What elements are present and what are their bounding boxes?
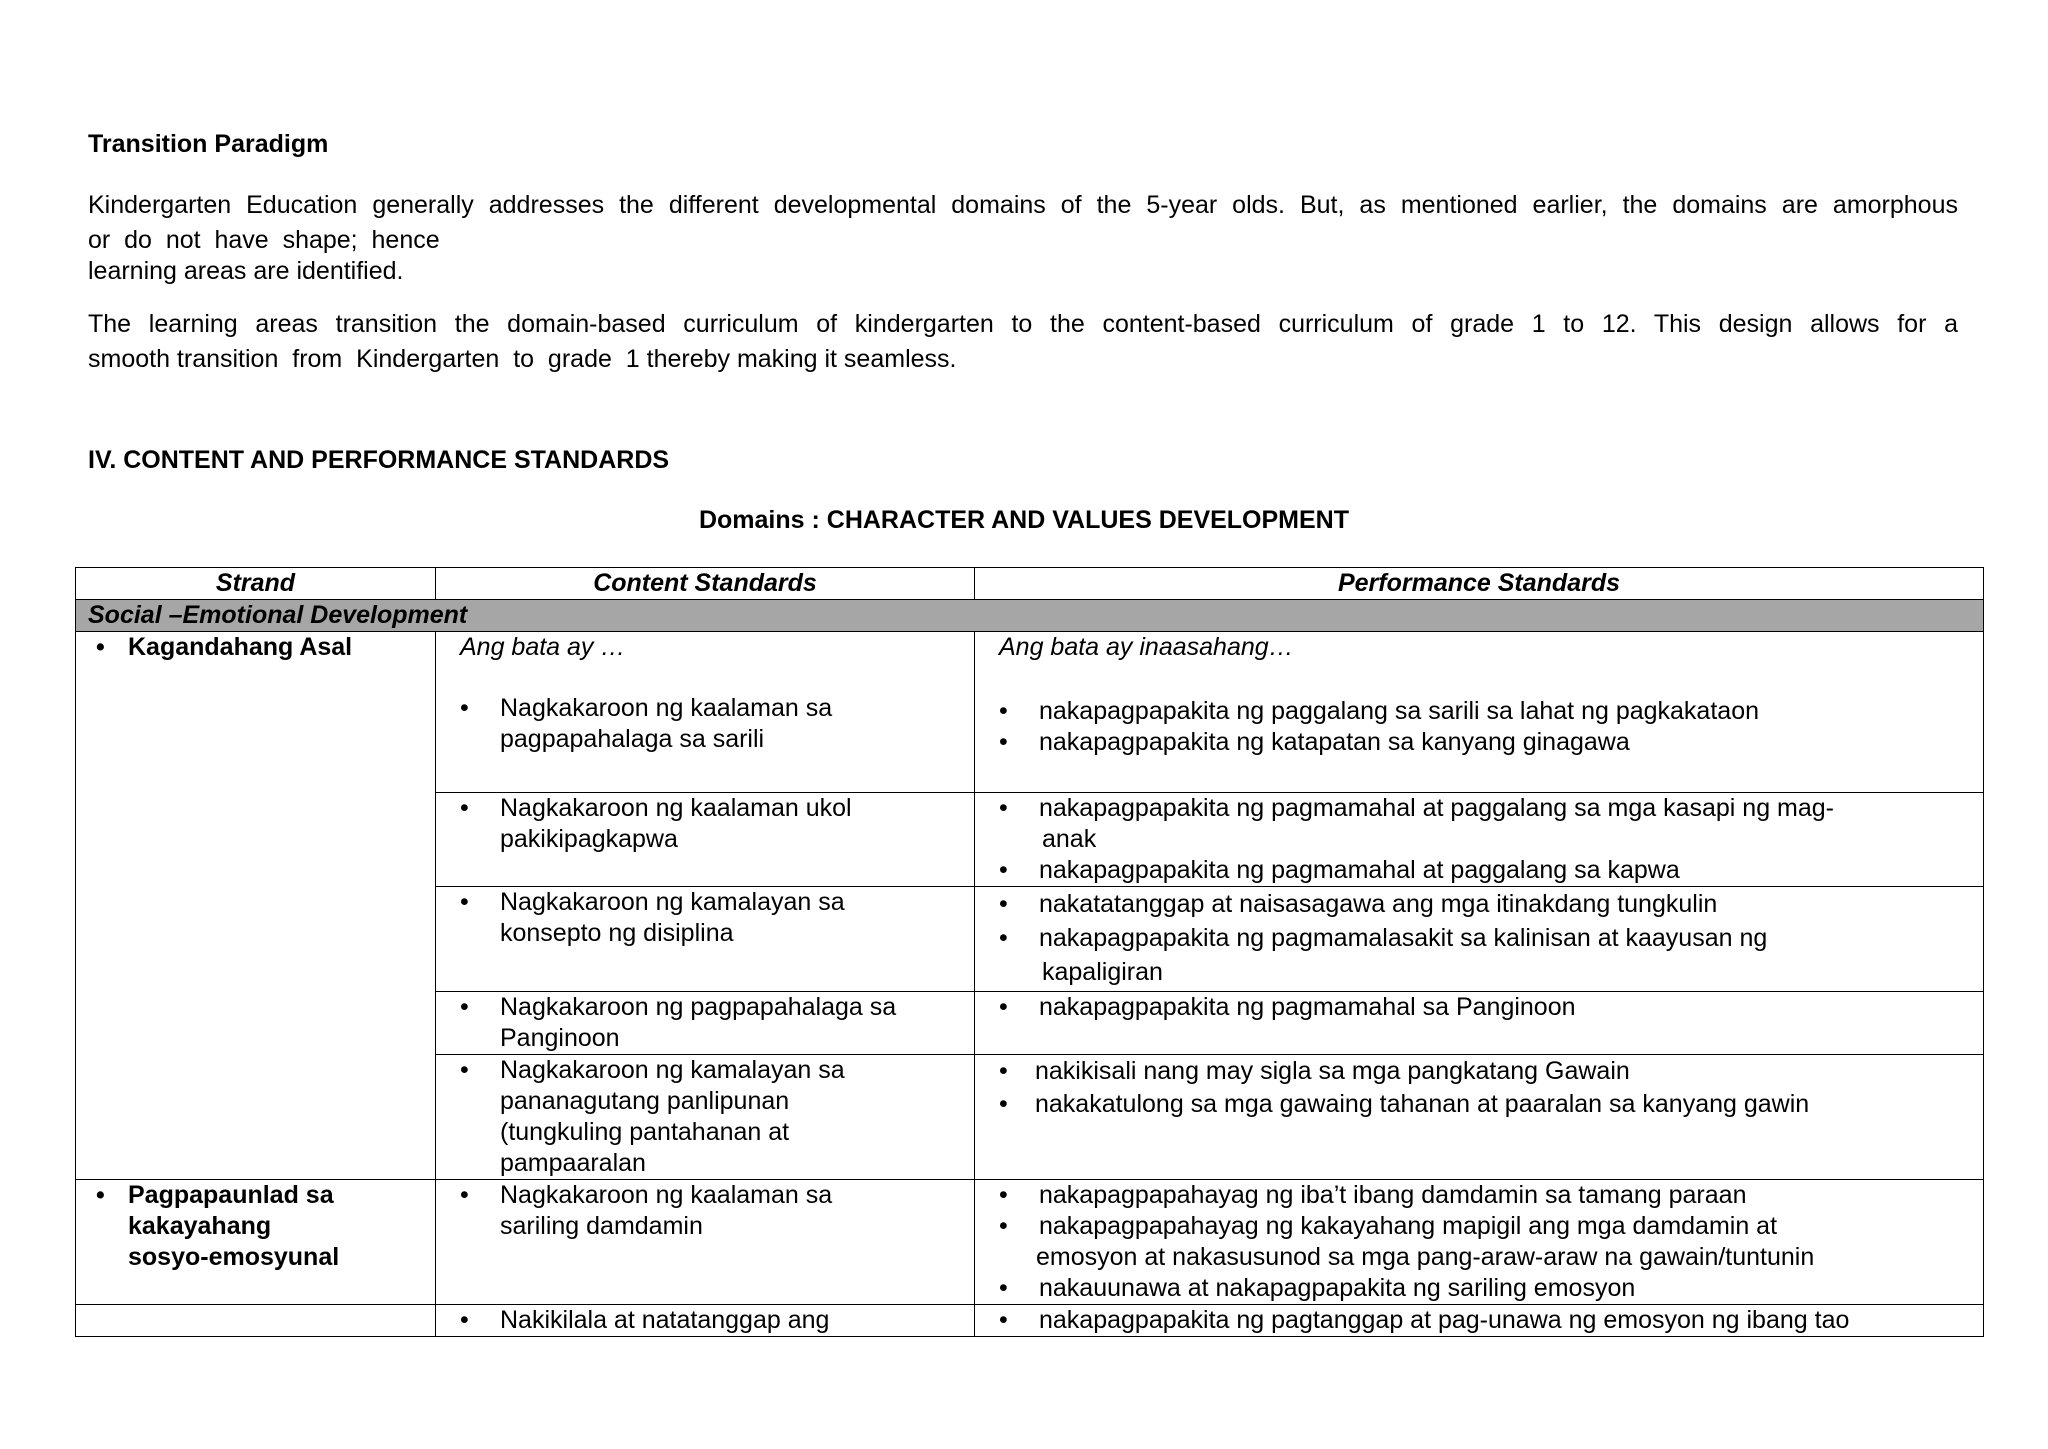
list-item: • nakapagpapakita ng pagmamahal at paggalang sa kapwa [999,856,1680,884]
list-item: • nakapagpapahayag ng kakayahang mapigil ang mga damdamin at emosyon at nakasusunod sa mga pang-araw-araw na gawain/tuntunin [999,1212,1815,1271]
content-cell [436,887,975,992]
list-item: • Nagkakaroon ng kaalaman sa sariling damdamin [460,1181,833,1240]
list-item: • Nakikilala at natatanggap ang [460,1306,830,1334]
performance-cell [975,887,1984,992]
list-item: • nakapagpapakita ng pagtanggap at pag-unawa ng emosyon ng ibang tao [999,1306,1850,1334]
content-cell [436,632,975,793]
list-item: • nakapagpapakita ng pagmamahal at paggalang sa mga kasapi ng mag- anak [999,794,1834,853]
list-item: • nakakatulong sa mga gawaing tahanan at paaralan sa kanyang gawin [987,1088,1971,1121]
section-heading: IV. CONTENT AND PERFORMANCE STANDARDS [88,446,670,474]
strand-cell [76,632,436,1180]
standards-table [75,567,1984,1337]
list-item: • nakapagpapakita ng paggalang sa sarili sa lahat ng pagkakataon [999,697,1759,725]
bullet-icon: • [999,1306,1008,1334]
strand-label: Kagandahang Asal [128,633,353,661]
list-item: • Nagkakaroon ng kaalaman sa pagpapahalaga sa sarili [460,694,833,753]
header-performance-standards: Performance Standards [975,568,1984,600]
performance-cell [975,1180,1984,1305]
bullet-icon: • [460,1056,469,1084]
table-row [76,632,1984,793]
list-item: • nakauunawa at nakapagpapakita ng sariling emosyon [999,1274,1636,1302]
transition-para2-line1: The learning areas transition the domain-based curriculum of kindergarten to the content-based curriculum of grade 1 to 12. This design allows for a [88,310,1958,338]
performance-cell [975,1305,1984,1337]
strand-label: Pagpapaunlad sa kakayahang sosyo-emosyunal [128,1181,340,1271]
performance-cell [975,632,1984,793]
bullet-icon: • [999,1181,1008,1209]
bullet-icon: • [460,888,469,916]
list-item: • nakapagpapakita ng pagmamalasakit sa kalinisan at kaayusan ng kapaligiran [987,921,1971,989]
performance-lead: Ang bata ay inaasahang… [999,633,1294,661]
transition-para1-line1: Kindergarten Education generally addresses the different developmental domains of the 5-year olds. But, as mentioned earlier, the domains are amorphous [88,191,1958,219]
domain-title: Domains : CHARACTER AND VALUES DEVELOPMENT [698,506,1350,534]
content-lead: Ang bata ay … [460,633,626,661]
bullet-icon: • [999,1090,1008,1118]
list-item: • nakapagpapahayag ng iba’t ibang damdamin sa tamang paraan [999,1181,1747,1209]
strand-item [96,1180,423,1273]
list-item: • Nagkakaroon ng kaalaman ukol pakikipagkapwa [460,794,852,853]
content-cell [436,793,975,887]
performance-cell [975,793,1984,887]
list-item: • nakapagpapakita ng pagmamahal sa Panginoon [999,993,1576,1021]
transition-para1-line2: or do not have shape; hence [88,226,440,254]
bullet-icon: • [460,694,469,722]
content-cell [436,992,975,1055]
bullet-icon: • [460,993,469,1021]
performance-cell [975,992,1984,1055]
bullet-icon: • [999,856,1008,884]
table-row [76,1305,1984,1337]
bullet-icon: • [999,1212,1008,1240]
bullet-icon: • [999,697,1008,725]
bullet-icon: • [999,1057,1008,1085]
list-item: • Nagkakaroon ng kamalayan sa pananagutang panlipunan (tungkuling pantahanan at pampaaralan [460,1056,845,1177]
transition-para2-line2: smooth transition from Kindergarten to grade 1 thereby making it seamless. [88,345,957,373]
list-item: • nakapagpapakita ng katapatan sa kanyang ginagawa [999,728,1630,756]
content-cell [436,1180,975,1305]
bullet-icon: • [999,728,1008,756]
list-item: • nakikisali nang may sigla sa mga pangkatang Gawain [987,1055,1971,1088]
bullet-icon: • [460,1306,469,1334]
strand-cell [76,1180,436,1305]
transition-heading: Transition Paradigm [88,130,329,158]
bullet-icon: • [96,633,105,661]
content-cell [436,1055,975,1180]
section-row [76,600,1984,632]
list-item: • nakatatanggap at naisasagawa ang mga itinakdang tungkulin [987,887,1971,921]
bullet-icon: • [999,993,1008,1021]
bullet-icon: • [999,794,1008,822]
bullet-icon: • [96,1181,105,1209]
table-header-row [76,568,1984,600]
strand-item [96,632,423,663]
transition-para1-line3: learning areas are identified. [88,257,404,285]
content-cell [436,1305,975,1337]
content-list [448,693,962,755]
table-row [76,1180,1984,1305]
bullet-icon: • [999,924,1008,952]
list-item: • Nagkakaroon ng pagpapahalaga sa Panginoon [460,993,897,1052]
header-strand: Strand [76,568,436,600]
bullet-icon: • [460,794,469,822]
header-content-standards: Content Standards [436,568,975,600]
performance-cell [975,1055,1984,1180]
list-item: • Nagkakaroon ng kamalayan sa konsepto ng disiplina [460,888,845,947]
bullet-icon: • [999,1274,1008,1302]
section-row-label: Social –Emotional Development [76,600,1984,632]
bullet-icon: • [999,890,1008,918]
bullet-icon: • [460,1181,469,1209]
strand-cell [76,1305,436,1337]
performance-list [987,696,1971,758]
